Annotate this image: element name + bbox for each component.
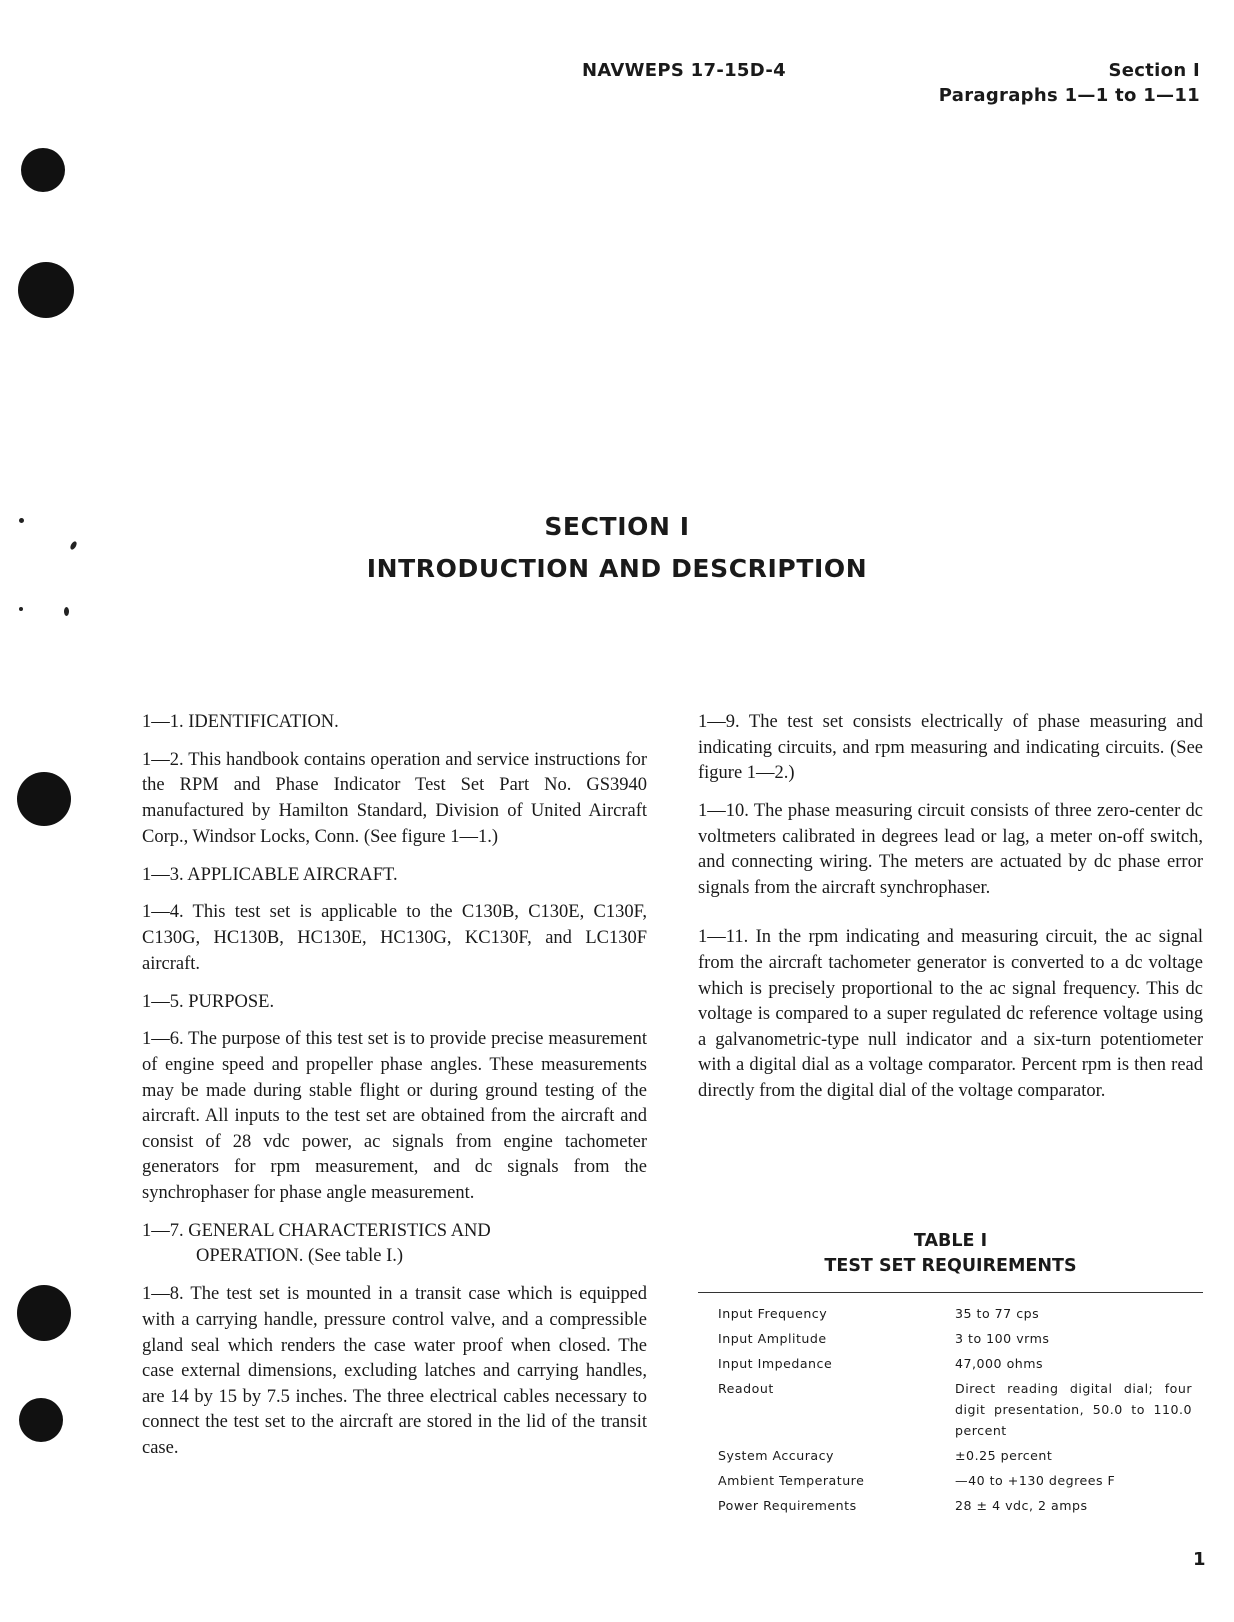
table-cell: Input Amplitude [718, 1331, 827, 1346]
paragraph-heading: 1—7. GENERAL CHARACTERISTICS AND OPERATION. (See table I.) [142, 1220, 491, 1267]
scan-speck [69, 540, 78, 550]
table-cell: 35 to 77 cps [955, 1306, 1040, 1321]
table-cell: 3 to 100 vrms [955, 1331, 1050, 1346]
binder-hole [21, 148, 65, 192]
table-cell: Power Requirements [718, 1498, 857, 1513]
scan-speck [64, 607, 69, 616]
table-top-rule [698, 1292, 1203, 1293]
paragraph-heading: 1—5. PURPOSE. [142, 991, 275, 1012]
binder-hole [19, 1398, 63, 1442]
paragraph: 1—2. This handbook contains operation and service instructions for the RPM and Phase Indicator Test Set Part No. GS3940 manufactured by Hamilton Standard, Division of United Aircraft Corp., Windsor Locks, Conn. (See figure 1—1.) [142, 749, 647, 847]
paragraph-range: Paragraphs 1—1 to 1—11 [938, 85, 1200, 106]
paragraph: 1—8. The test set is mounted in a transit case which is equipped with a carrying handle, pressure control valve, and a compressible gland seal which renders the case water proof when closed. The case external dimensions, excluding latches and carrying handles, are 14 by 15 by 7.5 inches. The three electrical cables necessary to connect the test set to the aircraft are stored in the lid of the transit case. [142, 1284, 647, 1458]
binder-hole [17, 772, 71, 826]
table-cell: Input Impedance [718, 1356, 833, 1371]
table-cell: Input Frequency [718, 1306, 828, 1321]
table-cell: ±0.25 percent [955, 1448, 1053, 1463]
binder-hole [17, 1285, 71, 1341]
paragraph-heading: 1—1. IDENTIFICATION. [142, 712, 339, 732]
table-row [718, 1378, 1198, 1445]
table-cell: 28 ± 4 vdc, 2 amps [955, 1498, 1088, 1513]
right-text-column [698, 710, 1203, 1117]
section-subtitle: INTRODUCTION AND DESCRIPTION [366, 554, 868, 583]
section-title: SECTION I [544, 512, 690, 541]
table-row [718, 1328, 1198, 1353]
requirements-table [718, 1303, 1198, 1520]
paragraph: 1—6. The purpose of this test set is to provide precise measurement of engine speed and propeller phase angles. These measurements may be made during stable flight or during ground testing of the aircraft. All inputs to the test set are obtained from the aircraft and consist of 28 vdc power, ac signals from engine tachometer generators for rpm measurement, and dc signals from the synchrophaser for phase angle measurement. [142, 1029, 647, 1203]
paragraph: 1—9. The test set consists electrically of phase measuring and indicating circuits, and rpm measuring and indicating circuits. (See figure 1—2.) [698, 712, 1203, 784]
paragraph: 1—10. The phase measuring circuit consists of three zero-center dc voltmeters calibrated in degrees lead or lag, a meter on-off switch, and connecting wiring. The meters are actuated by dc phase error signals from the aircraft synchrophaser. [698, 801, 1203, 898]
document-number: NAVWEPS 17-15D-4 [582, 60, 786, 81]
paragraph-heading: 1—3. APPLICABLE AIRCRAFT. [142, 864, 398, 885]
table-cell: Direct reading digital dial; four digit presentation, 50.0 to 110.0 percent [955, 1381, 1192, 1438]
table-cell: 47,000 ohms [955, 1356, 1044, 1371]
table-row [718, 1470, 1198, 1495]
binder-hole [18, 262, 74, 318]
table-cell: Ambient Temperature [718, 1473, 865, 1488]
section-label: Section I [1108, 60, 1200, 81]
page-number: 1 [1193, 1549, 1206, 1570]
table-row [718, 1353, 1198, 1378]
scan-speck [19, 607, 23, 611]
left-text-column [142, 710, 647, 1474]
table-row [718, 1303, 1198, 1328]
paragraph: 1—4. This test set is applicable to the C130B, C130E, C130F, C130G, HC130B, HC130E, HC130G, KC130F, and LC130F aircraft. [142, 902, 647, 974]
paragraph: 1—11. In the rpm indicating and measuring circuit, the ac signal from the aircraft tachometer generator is converted to a dc voltage which is precisely proportional to the ac signal frequency. This dc voltage is compared to a super regulated dc reference voltage using a galvanometric-type null indicator and a six-turn potentiometer with a digital dial as a voltage comparator. Percent rpm is then read directly from the digital dial of the voltage comparator. [698, 927, 1203, 1102]
table-cell: Readout [718, 1381, 774, 1396]
table-cell: —40 to +130 degrees F [955, 1473, 1116, 1488]
table-caption: TABLE I [913, 1231, 988, 1251]
table-row [718, 1445, 1198, 1470]
table-title: TEST SET REQUIREMENTS [824, 1256, 1077, 1276]
table-cell: System Accuracy [718, 1448, 834, 1463]
table-row [718, 1495, 1198, 1520]
